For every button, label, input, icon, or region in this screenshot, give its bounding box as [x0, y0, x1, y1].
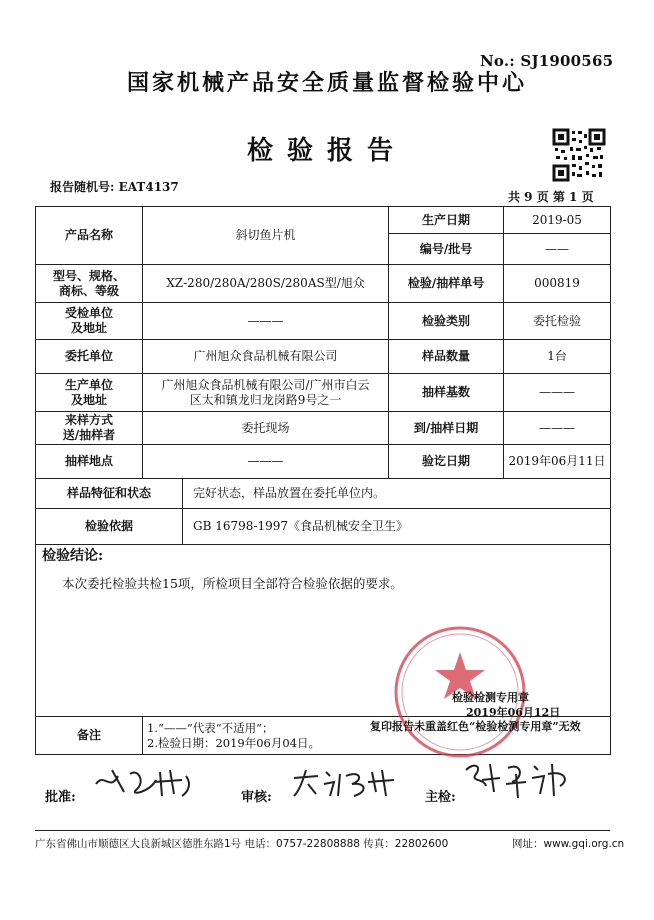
- chief-inspector-label: 主检:: [425, 790, 456, 805]
- table-row: [36, 479, 611, 509]
- sample-quantity-label: 样品数量: [389, 340, 504, 374]
- footer-divider: [35, 830, 610, 831]
- sampling-base-value: ———: [504, 374, 611, 412]
- qr-code-icon: [552, 128, 606, 182]
- inspected-unit-label-line1: 受检单位: [64, 306, 113, 320]
- footer-address: 广东省佛山市顺德区大良新城区德胜东路1号 电话：0757-22808888 传真：22802600: [35, 838, 449, 850]
- table-row: [36, 303, 611, 340]
- inspected-unit-label-line2: 及地址: [70, 321, 107, 335]
- sample-quantity-value: 1台: [504, 340, 611, 374]
- table-row: [36, 265, 611, 303]
- arrival-date-value: ———: [504, 412, 611, 445]
- table-row: [36, 412, 611, 445]
- sample-features-value: 完好状态，样品放置在委托单位内。: [183, 479, 611, 509]
- sampling-site-value: ———: [143, 445, 389, 479]
- model-label: [36, 265, 143, 303]
- producer-label: [36, 374, 143, 412]
- page-indicator: 共 9 页 第 1 页: [508, 190, 594, 204]
- serial-number-label: 编号/批号: [389, 234, 504, 265]
- model-label-line1: 型号、规格、: [52, 268, 125, 283]
- sampling-site-label: 抽样地点: [36, 445, 143, 479]
- report-random-number: 报告随机号: EAT4137: [50, 180, 179, 194]
- report-number: No.: SJ1900565: [480, 52, 614, 70]
- approver-signature: [90, 762, 200, 802]
- remarks-label: 备注: [36, 717, 143, 755]
- remark-1: 1.“——”代表“不适用”；: [147, 720, 274, 735]
- producer-value-line2: 区太和镇龙归龙岗路9号之一: [189, 392, 342, 407]
- producer-label-line1: 生产单位: [64, 377, 113, 392]
- client-label: 委托单位: [36, 340, 143, 374]
- organization-title: 国家机械产品安全质量监督检验中心: [126, 70, 527, 96]
- conclusion-text: 本次委托检验共检15项，所检项目全部符合检验依据的要求。: [62, 576, 403, 591]
- inspection-basis-label: 检验依据: [36, 509, 183, 545]
- delivery-method-label: [36, 412, 143, 445]
- producer-value-line1: 广州旭众食品机械有限公司/广州市白云: [161, 377, 370, 392]
- remark-2: 2.检验日期：2019年06月04日。: [147, 735, 321, 750]
- inspection-basis-value: GB 16798-1997《食品机械安全卫生》: [183, 509, 611, 545]
- producer-value: [143, 374, 389, 412]
- producer-label-line2: 及地址: [70, 392, 107, 407]
- inspection-type-label: 检验类别: [389, 303, 504, 340]
- model-label-line2: 商标、等级: [58, 283, 119, 298]
- report-title: 检验报告: [246, 136, 407, 166]
- inspected-unit-value: ———: [143, 303, 389, 340]
- serial-number-value: ——: [504, 234, 611, 265]
- production-date-value: 2019-05: [504, 207, 611, 234]
- product-name-label: 产品名称: [36, 207, 143, 265]
- seal-date: 2019年06月12日: [466, 706, 561, 719]
- delivery-method-value: 委托现场: [143, 412, 389, 445]
- table-row: [36, 374, 611, 412]
- sampling-base-label: 抽样基数: [389, 374, 504, 412]
- inspected-unit-label: [36, 303, 143, 340]
- table-row: [36, 509, 611, 545]
- sample-number-label: 检验/抽样单号: [389, 265, 504, 303]
- review-label: 审核:: [241, 790, 272, 805]
- delivery-method-label-line2: 送/抽样者: [62, 428, 116, 442]
- seal-caption: 检验检测专用章: [452, 691, 529, 704]
- sample-number-value: 000819: [504, 265, 611, 303]
- chief-inspector-signature: [460, 756, 580, 802]
- inspection-type-value: 委托检验: [504, 303, 611, 340]
- footer-website: 网址：www.gqi.org.cn: [512, 838, 625, 850]
- completion-date-label: 验讫日期: [389, 445, 504, 479]
- table-row: [36, 445, 611, 479]
- seal-note: 复印报告未重盖红色“检验检测专用章”无效: [370, 720, 581, 733]
- sample-features-label: 样品特征和状态: [36, 479, 183, 509]
- delivery-method-label-line1: 来样方式: [64, 413, 113, 427]
- table-row: [36, 340, 611, 374]
- arrival-date-label: 到/抽样日期: [389, 412, 504, 445]
- product-name-value: 斜切鱼片机: [143, 207, 389, 265]
- approve-label: 批准:: [45, 790, 76, 805]
- model-value: XZ-280/280A/280S/280AS型/旭众: [143, 265, 389, 303]
- table-row: [36, 207, 611, 234]
- reviewer-signature: [290, 762, 400, 802]
- client-value: 广州旭众食品机械有限公司: [143, 340, 389, 374]
- conclusion-label: 检验结论:: [42, 548, 104, 564]
- production-date-label: 生产日期: [389, 207, 504, 234]
- completion-date-value: 2019年06月11日: [504, 445, 611, 479]
